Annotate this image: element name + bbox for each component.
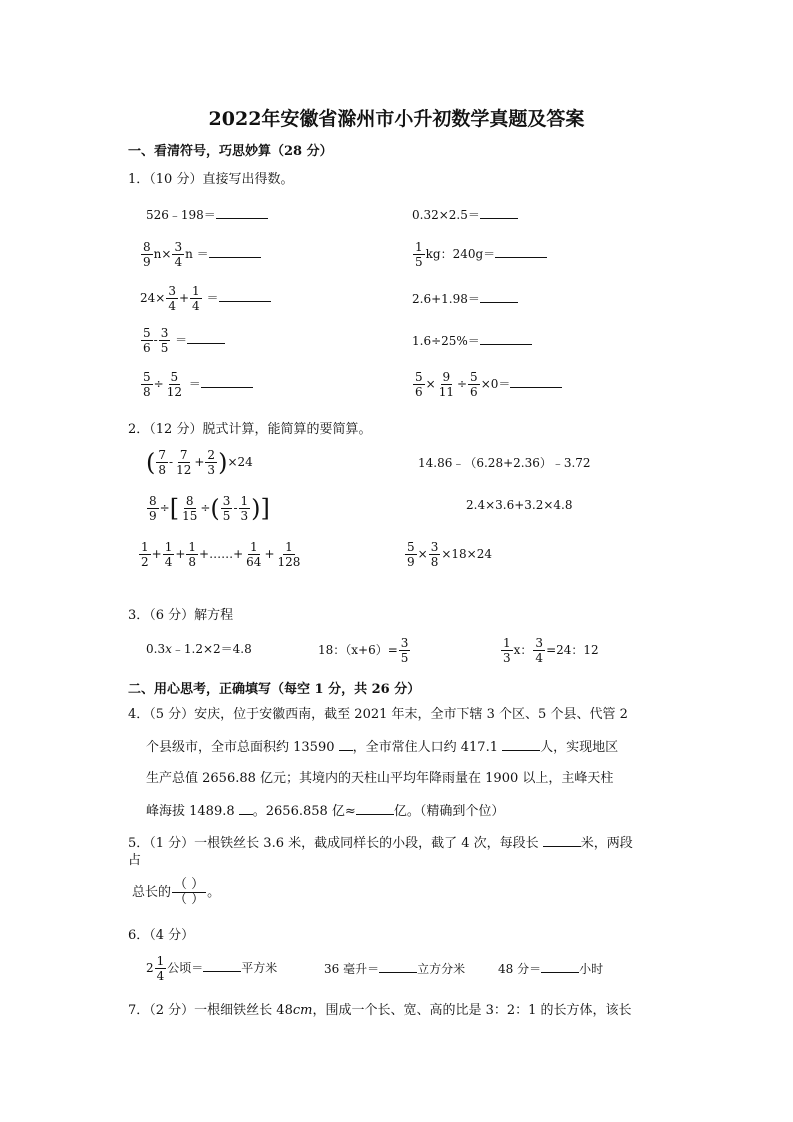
q2-item-5: $\frac{1}{2}$ + $\frac{1}{4}$ + $\frac{1}{8}$ +……+ $\frac{1}{64}$ + $\frac{1}{128}$ [141, 540, 301, 569]
q1-item-10: $\frac{5}{6}$ × $\frac{9}{11}$ ÷ $\frac{5}{6}$ ×0＝ [412, 370, 562, 399]
answer-blank[interactable] [201, 375, 253, 388]
answer-blank[interactable] [543, 834, 581, 847]
q6-heading: 6．（4 分） [128, 928, 195, 943]
q1-item-7: $\frac{5}{6}$ - $\frac{3}{5}$ ＝ [140, 326, 225, 355]
q3-equation-1: 0.3x﹣1.2×2＝4.8 [146, 642, 252, 656]
answer-blank[interactable] [502, 738, 540, 751]
answer-blank[interactable] [480, 332, 532, 345]
q2-item-3: $\frac{8}{9}$ ÷[ $\frac{8}{15}$ ÷( $\frac{3}{5}$ - $\frac{1}{3}$ )] [149, 494, 270, 523]
q5-line-2: 占 [128, 853, 142, 868]
q1-item-4: $\frac{1}{5}$ kg：240g＝ [412, 240, 547, 269]
answer-blank[interactable] [209, 245, 261, 258]
answer-blank[interactable] [480, 290, 518, 303]
q4-line-4: 峰海拔 1489.8 。2656.858 亿≈ 亿。（精确到个位） [146, 804, 505, 819]
q1-item-8: 1.6÷25%＝ [412, 332, 532, 349]
answer-blank[interactable] [510, 375, 562, 388]
answer-blank[interactable] [216, 206, 268, 219]
answer-blank[interactable] [339, 738, 353, 751]
answer-blank[interactable] [219, 289, 271, 302]
answer-blank[interactable] [356, 802, 394, 815]
answer-blank[interactable] [480, 206, 518, 219]
answer-blank[interactable] [541, 960, 579, 973]
page-title: 2022年安徽省滁州市小升初数学真题及答案 [208, 108, 585, 130]
q2-heading: 2．（12 分）脱式计算，能简算的要简算。 [128, 422, 372, 437]
q1-item-1: 526﹣198＝ [146, 206, 268, 223]
q2-item-6: $\frac{5}{9}$ × $\frac{3}{8}$ ×18×24 [407, 540, 492, 569]
answer-blank[interactable] [379, 960, 417, 973]
q6-item-3: 48 分＝ 小时 [498, 962, 604, 976]
q3-equation-2: 18：（x+6）= $\frac{3}{5}$ [318, 636, 409, 665]
q7-line-1: 7．（2 分）一根细铁丝长 48cm，围成一个长、宽、高的比是 3：2：1 的长方体，该长 [128, 1003, 632, 1018]
q6-item-2: 36 毫升＝ 立方分米 [324, 962, 466, 976]
q6-item-1: 2 $\frac{1}{4}$ 公顷＝ 平方米 [146, 954, 278, 983]
q2-item-4: 2.4×3.6+3.2×4.8 [466, 498, 573, 512]
q4-line-3: 生产总值 2656.88 亿元；其境内的天柱山平均年降雨量在 1900 以上，主峰天柱 [146, 771, 614, 786]
q3-equation-3: $\frac{1}{3}$ x： $\frac{3}{4}$ =24：12 [503, 636, 599, 665]
q5-line-3: 总长的 $\frac{( )}{( )}$ 。 [132, 877, 221, 907]
answer-blank[interactable] [495, 245, 547, 258]
answer-blank[interactable]: （ ） [174, 877, 205, 892]
q1-item-6: 2.6+1.98＝ [412, 290, 518, 307]
answer-blank[interactable] [187, 331, 225, 344]
q2-item-1: ( $\frac{7}{8}$ - $\frac{7}{12}$ + $\frac{2}{3}$ )×24 [146, 448, 253, 477]
answer-blank[interactable] [203, 959, 241, 972]
q5-line-1: 5．（1 分）一根铁丝长 3.6 米，截成同样长的小段，截了 4 次，每段长 米，两段 [128, 836, 633, 851]
answer-blank[interactable]: （ ） [174, 892, 205, 907]
section-1-heading: 一、看清符号，巧思妙算（28 分） [128, 144, 333, 159]
q1-item-3: $\frac{8}{9}$ n× $\frac{3}{4}$ n ＝ [140, 240, 261, 269]
q1-heading: 1．（10 分）直接写出得数。 [128, 172, 294, 187]
q1-item-5: 24× $\frac{3}{4}$ + $\frac{1}{4}$ ＝ [140, 284, 271, 313]
q4-line-1: 4．（5 分）安庆，位于安徽西南，截至 2021 年末，全市下辖 3 个区、5 个县、代管 2 [128, 707, 628, 722]
section-2-heading: 二、用心思考，正确填写（每空 1 分，共 26 分） [128, 682, 421, 697]
q1-item-2: 0.32×2.5＝ [412, 206, 518, 223]
q2-item-2: 14.86﹣（6.28+2.36）﹣3.72 [418, 456, 591, 470]
q1-item-9: $\frac{5}{8}$ ÷ $\frac{5}{12}$ ＝ [140, 370, 253, 399]
answer-blank[interactable] [239, 802, 253, 815]
q4-line-2: 个县级市，全市总面积约 13590 ，全市常住人口约 417.1 人，实现地区 [146, 740, 619, 755]
q3-heading: 3．（6 分）解方程 [128, 608, 234, 623]
